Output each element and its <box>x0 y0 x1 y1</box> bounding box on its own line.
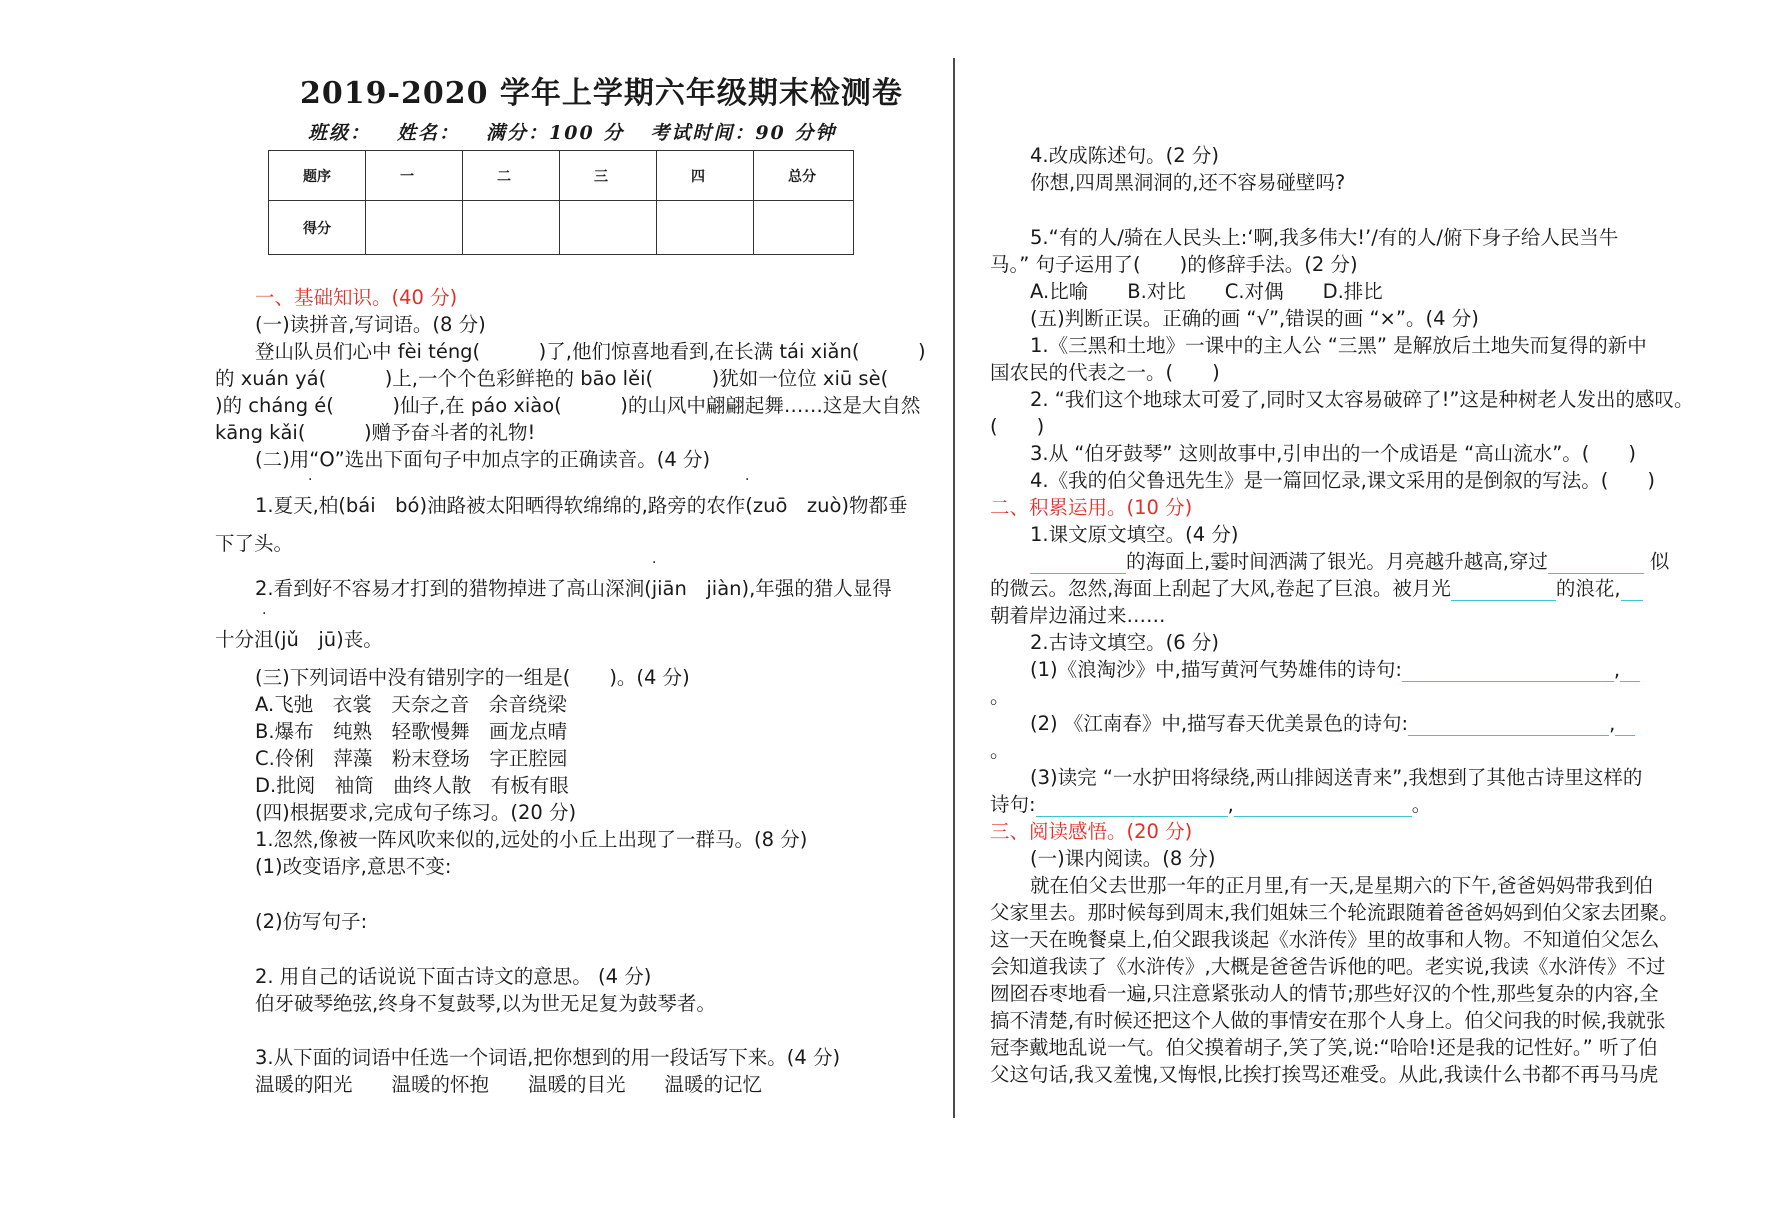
question-text: 下了头。 <box>215 532 294 555</box>
question-text: 朝着岸边涌过来…… <box>990 604 1166 627</box>
question-text: 诗句: <box>990 793 1036 816</box>
question-text: 登山队员们心中 fèi téng( )了,他们惊喜地看到,在长满 tái xiǎn( ) <box>255 340 926 363</box>
section-heading: 二、积累运用。(10 分) <box>990 496 1193 519</box>
score-table <box>268 150 854 255</box>
passage-text: 冠李戴地乱说一气。伯父摸着胡子,笑了笑,说:“哈哈!还是我的记性好。” 听了伯 <box>990 1036 1658 1059</box>
score-input-cell[interactable] <box>560 201 657 255</box>
question-text: 1.忽然,像被一阵风吹来似的,远处的小丘上出现了一群马。(8 分) <box>255 828 808 851</box>
period-mark: 。 <box>990 685 1010 708</box>
passage-text: 父这句话,我又羞愧,又悔恨,比挨打挨骂还难受。从此,我读什么书都不再马马虎 <box>990 1063 1659 1086</box>
question-text: )的 cháng é( )仙子,在 páo xiào( )的山风中翩翩起舞……这是大自然 <box>215 394 921 417</box>
question-text: (1)《浪淘沙》中,描写黄河气势雄伟的诗句: <box>1030 658 1402 681</box>
period-mark: 。 <box>990 739 1010 762</box>
answer-blank[interactable] <box>1620 661 1640 682</box>
answer-blank[interactable] <box>1621 580 1643 601</box>
answer-blank[interactable] <box>1234 796 1412 817</box>
question-text: 国农民的代表之一。( ) <box>990 361 1220 384</box>
question-text: 的 xuán yá( )上,一个个色彩鲜艳的 bāo lěi( )犹如一位位 xiū sè( <box>215 367 889 390</box>
question: 4.改成陈述句。(2 分) <box>1030 144 1219 167</box>
question: (一)课内阅读。(8 分) <box>1030 847 1216 870</box>
option: B.爆布 纯熟 轻歌慢舞 画龙点晴 <box>255 720 568 743</box>
passage-text: 父家里去。那时候每到周末,我们姐妹三个轮流跟随着爸爸妈妈到伯父家去团聚。 <box>990 901 1679 924</box>
question-text: 的海面上,霎时间洒满了银光。月亮越升越高,穿过 <box>1126 550 1548 573</box>
question: (二)用“Ο”选出下面句子中加点字的正确读音。(4 分) <box>255 448 711 471</box>
question-text: 1.夏天,柏(bái bó)油路被太阳晒得软绵绵的,路旁的农作(zuō zuò)物都垂 <box>255 494 908 517</box>
section-heading: 三、阅读感悟。(20 分) <box>990 820 1193 843</box>
question-text: 十分沮(jǔ jū)丧。 <box>215 628 383 651</box>
answer-blank[interactable] <box>1548 553 1644 574</box>
question-text: (2)仿写句子: <box>255 910 368 933</box>
section-heading: 一、基础知识。(40 分) <box>255 286 458 309</box>
option: A.飞弛 衣裳 天奈之音 余音绕梁 <box>255 693 567 716</box>
question: (三)下列词语中没有错别字的一组是( )。(4 分) <box>255 666 690 689</box>
question-text: 伯牙破琴绝弦,终身不复鼓琴,以为世无足复为鼓琴者。 <box>255 992 716 1015</box>
page-title: 2019-2020 学年上学期六年级期末检测卷 <box>300 76 903 111</box>
question-text: 1.《三黑和土地》一课中的主人公 “三黑” 是解放后土地失而复得的新中 <box>1030 334 1647 357</box>
score-input-cell[interactable] <box>366 201 463 255</box>
answer-blank[interactable] <box>1030 553 1126 574</box>
answer-blank[interactable] <box>1402 661 1614 682</box>
question-text: kāng kǎi( )赠予奋斗者的礼物! <box>215 421 536 444</box>
question-text: 的浪花, <box>1555 577 1621 600</box>
emphasis-dot: · <box>652 555 657 571</box>
score-input-cell[interactable] <box>657 201 754 255</box>
option: D.批阅 袖筒 曲终人散 有板有眼 <box>255 774 569 797</box>
question: (四)根据要求,完成句子练习。(20 分) <box>255 801 577 824</box>
question-text: 2. “我们这个地球太可爱了,同时又太容易破碎了!”这是种树老人发出的感叹。 <box>1030 388 1694 411</box>
table-cell: 题序 <box>269 151 366 201</box>
option: C.伶俐 萍藻 粉末登场 字正腔园 <box>255 747 568 770</box>
question-text: (2) 《江南春》中,描写春天优美景色的诗句: <box>1030 712 1409 735</box>
table-row <box>269 201 854 255</box>
question: (一)读拼音,写词语。(8 分) <box>255 313 486 336</box>
passage-text: 会知道我读了《水浒传》,大概是爸爸告诉他的吧。老实说,我读《水浒传》不过 <box>990 955 1666 978</box>
passage-text: 囫囵吞枣地看一遍,只注意紧张动人的情节;那些好汉的个性,那些复杂的内容,全 <box>990 982 1659 1005</box>
answer-blank[interactable] <box>1615 715 1635 736</box>
fill-in-line <box>1030 550 1669 574</box>
question-text: 4.《我的伯父鲁迅先生》是一篇回忆录,课文采用的是倒叙的写法。( ) <box>1030 469 1656 492</box>
fill-in-line: 诗句: , 。 <box>990 793 1432 816</box>
answer-blank[interactable] <box>1408 715 1609 736</box>
passage-text: 就在伯父去世那一年的正月里,有一天,是星期六的下午,爸爸妈妈带我到伯 <box>1030 874 1654 897</box>
full-score-label: 满分：100 分 <box>486 122 625 144</box>
question-text: 2. 用自己的话说说下面古诗文的意思。 (4 分) <box>255 965 652 988</box>
question: (五)判断正误。正确的画 “√”,错误的画 “×”。(4 分) <box>1030 307 1479 330</box>
question: 2.古诗文填空。(6 分) <box>1030 631 1219 654</box>
answer-blank[interactable] <box>1451 580 1556 601</box>
column-divider <box>953 58 955 1118</box>
word-options: 温暖的阳光 温暖的怀抱 温暖的目光 温暖的记忆 <box>255 1073 763 1096</box>
table-cell: 三 <box>560 151 657 201</box>
question-text: 似 <box>1649 550 1670 573</box>
exam-info <box>308 118 862 145</box>
question-text: 3.从 “伯牙鼓琴” 这则故事中,引申出的一个成语是 “高山流水”。( ) <box>1030 442 1637 465</box>
score-input-cell[interactable] <box>754 201 854 255</box>
fill-in-line: (2) 《江南春》中,描写春天优美景色的诗句: , <box>1030 712 1635 736</box>
table-cell: 总分 <box>754 151 854 201</box>
emphasis-dot: · <box>262 606 267 622</box>
question-text: 2.看到好不容易才打到的猎物掉进了高山深涧(jiān jiàn),年强的猎人显得 <box>255 577 892 600</box>
table-row <box>269 151 854 201</box>
emphasis-dot: · <box>308 472 313 488</box>
table-cell: 四 <box>657 151 754 201</box>
question-text: 5.“有的人/骑在人民头上:‘啊,我多伟大!’/有的人/俯下身子给人民当牛 <box>1030 226 1619 249</box>
question-text: 马。” 句子运用了( )的修辞手法。(2 分) <box>990 253 1358 276</box>
fill-in-line <box>990 577 1643 601</box>
question-text: (3)读完 “一水护田将绿绕,两山排闼送青来”,我想到了其他古诗里这样的 <box>1030 766 1643 789</box>
question-text: ( ) <box>990 415 1045 438</box>
answer-blank[interactable] <box>1036 796 1228 817</box>
question-text: 3.从下面的词语中任选一个词语,把你想到的用一段话写下来。(4 分) <box>255 1046 841 1069</box>
emphasis-dot: · <box>745 472 750 488</box>
table-cell: 得分 <box>269 201 366 255</box>
score-input-cell[interactable] <box>463 201 560 255</box>
exam-time-label: 考试时间：90 分钟 <box>650 122 837 144</box>
question-text: 你想,四周黑洞洞的,还不容易碰壁吗? <box>1030 171 1346 194</box>
question-text: (1)改变语序,意思不变: <box>255 855 452 878</box>
fill-in-line: (1)《浪淘沙》中,描写黄河气势雄伟的诗句: , <box>1030 658 1640 682</box>
passage-text: 搞不清楚,有时候还把这个人做的事情安在那个人身上。伯父问我的时候,我就张 <box>990 1009 1666 1032</box>
passage-text: 这一天在晚餐桌上,伯父跟我谈起《水浒传》里的故事和人物。不知道伯父怎么 <box>990 928 1660 951</box>
class-label: 班级： <box>308 122 372 144</box>
question-text: 的微云。忽然,海面上刮起了大风,卷起了巨浪。被月光 <box>990 577 1451 600</box>
table-cell: 一 <box>366 151 463 201</box>
table-cell: 二 <box>463 151 560 201</box>
option: A.比喻 B.对比 C.对偶 D.排比 <box>1030 280 1383 303</box>
name-label: 姓名： <box>397 122 461 144</box>
question: 1.课文原文填空。(4 分) <box>1030 523 1239 546</box>
